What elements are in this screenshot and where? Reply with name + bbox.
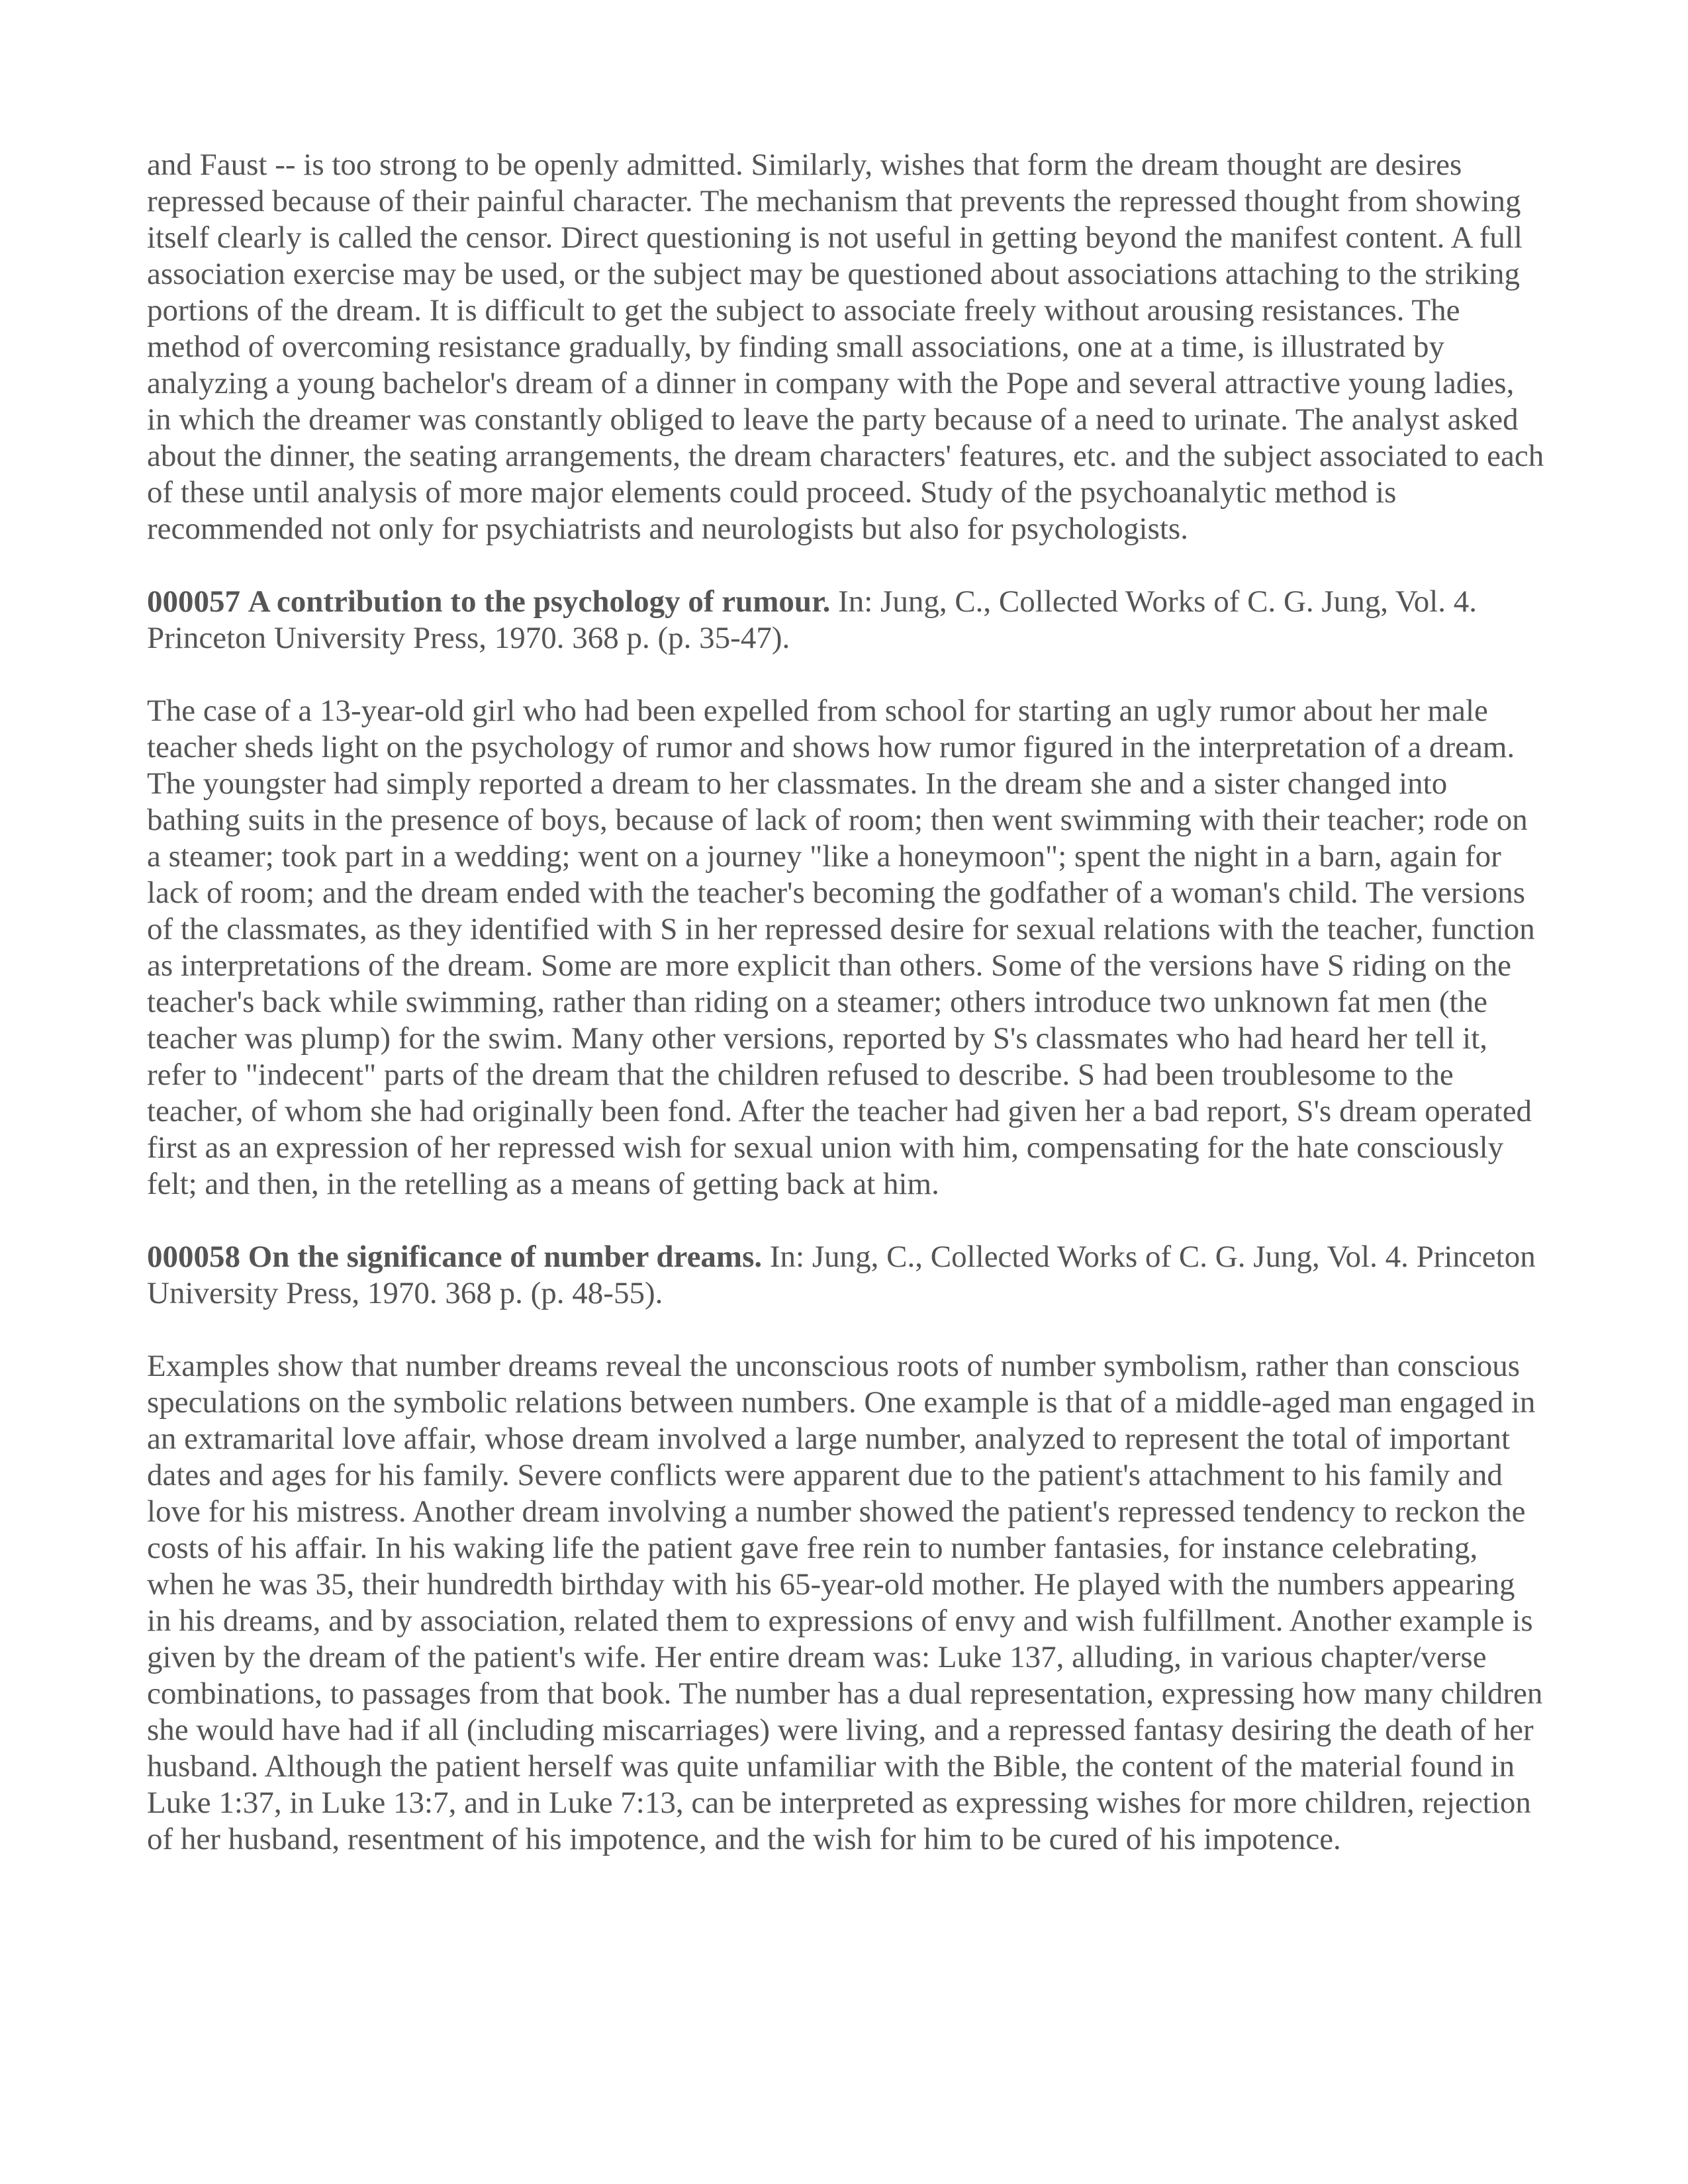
entry-abstract-000057: The case of a 13-year-old girl who had been expelled from school for starting an ugly rumor about her male teacher sheds light on the psychology of rumor and shows how rumor figured in the interpretation of a dream. The youngster had simply reported a dream to her classmates. In the dream she and a sister changed into bathing suits in the presence of boys, because of lack of room; then went swimming with their teacher; rode on a steamer; took part in a wedding; went on a journey "like a honeymoon"; spent the night in a barn, again for lack of room; and the dream ended with the teacher's becoming the godfather of a woman's child. The versions of the classmates, as they identified with S in her repressed desire for sexual relations with the teacher, function as interpretations of the dream. Some are more explicit than others. Some of the versions have S riding on the teacher's back while swimming, rather than riding on a steamer; others introduce two unknown fat men (the teacher was plump) for the swim. Many other versions, reported by S's classmates who had heard her tell it, refer to "indecent" parts of the dream that the children refused to describe. S had been troublesome to the teacher, of whom she had originally been fond. After the teacher had given her a bad report, S's dream operated first as an expression of her repressed wish for sexual union with him, compensating for the hate consciously felt; and then, in the retelling as a means of getting back at him. <box>147 694 1535 1201</box>
entry-header-000058 <box>147 1239 1545 1312</box>
intro-paragraph: and Faust -- is too strong to be openly admitted. Similarly, wishes that form the dream thought are desires repressed because of their painful character. The mechanism that prevents the repressed thought from showing itself clearly is called the censor. Direct questioning is not useful in getting beyond the manifest content. A full association exercise may be used, or the subject may be questioned about associations attaching to the striking portions of the dream. It is difficult to get the subject to associate freely without arousing resistances. The method of overcoming resistance gradually, by finding small associations, one at a time, is illustrated by analyzing a young bachelor's dream of a dinner in company with the Pope and several attractive young ladies, in which the dreamer was constantly obliged to leave the party because of a need to urinate. The analyst asked about the dinner, the seating arrangements, the dream characters' features, etc. and the subject associated to each of these until analysis of more major elements could proceed. Study of the psychoanalytic method is recommended not only for psychiatrists and neurologists but also for psychologists. <box>147 148 1544 546</box>
entry-citation: In: Jung, C., Collected Works of C. G. Jung, Vol. 4. Princeton University Press, 1970. 368 p. (p. 35-47). <box>147 584 1477 655</box>
entry-title: On the significance of number dreams. <box>248 1240 763 1274</box>
entry-id: 000058 <box>147 1240 240 1274</box>
entry-id: 000057 <box>147 584 240 619</box>
entry-abstract-000058: Examples show that number dreams reveal the unconscious roots of number symbolism, rather than conscious speculations on the symbolic relations between numbers. One example is that of a middle-aged man engaged in an extramarital love affair, whose dream involved a large number, analyzed to represent the total of important dates and ages for his family. Severe conflicts were apparent due to the patient's attachment to his family and love for his mistress. Another dream involving a number showed the patient's repressed tendency to reckon the costs of his affair. In his waking life the patient gave free rein to number fantasies, for instance celebrating, when he was 35, their hundredth birthday with his 65-year-old mother. He played with the numbers appearing in his dreams, and by association, related them to expressions of envy and wish fulfillment. Another example is given by the dream of the patient's wife. Her entire dream was: Luke 137, alluding, in various chapter/verse combinations, to passages from that book. The number has a dual representation, expressing how many children she would have had if all (including miscarriages) were living, and a repressed fantasy desiring the death of her husband. Although the patient herself was quite unfamiliar with the Bible, the content of the material found in Luke 1:37, in Luke 13:7, and in Luke 7:13, can be interpreted as expressing wishes for more children, rejection of her husband, resentment of his impotence, and the wish for him to be cured of his impotence. <box>147 1349 1543 1856</box>
document-page <box>147 147 1545 1858</box>
entry-citation: In: Jung, C., Collected Works of C. G. Jung, Vol. 4. Princeton University Press, 1970. 368 p. (p. 48-55). <box>147 1240 1536 1310</box>
entry-header-000057 <box>147 584 1545 657</box>
entry-title: A contribution to the psychology of rumour. <box>248 584 831 619</box>
